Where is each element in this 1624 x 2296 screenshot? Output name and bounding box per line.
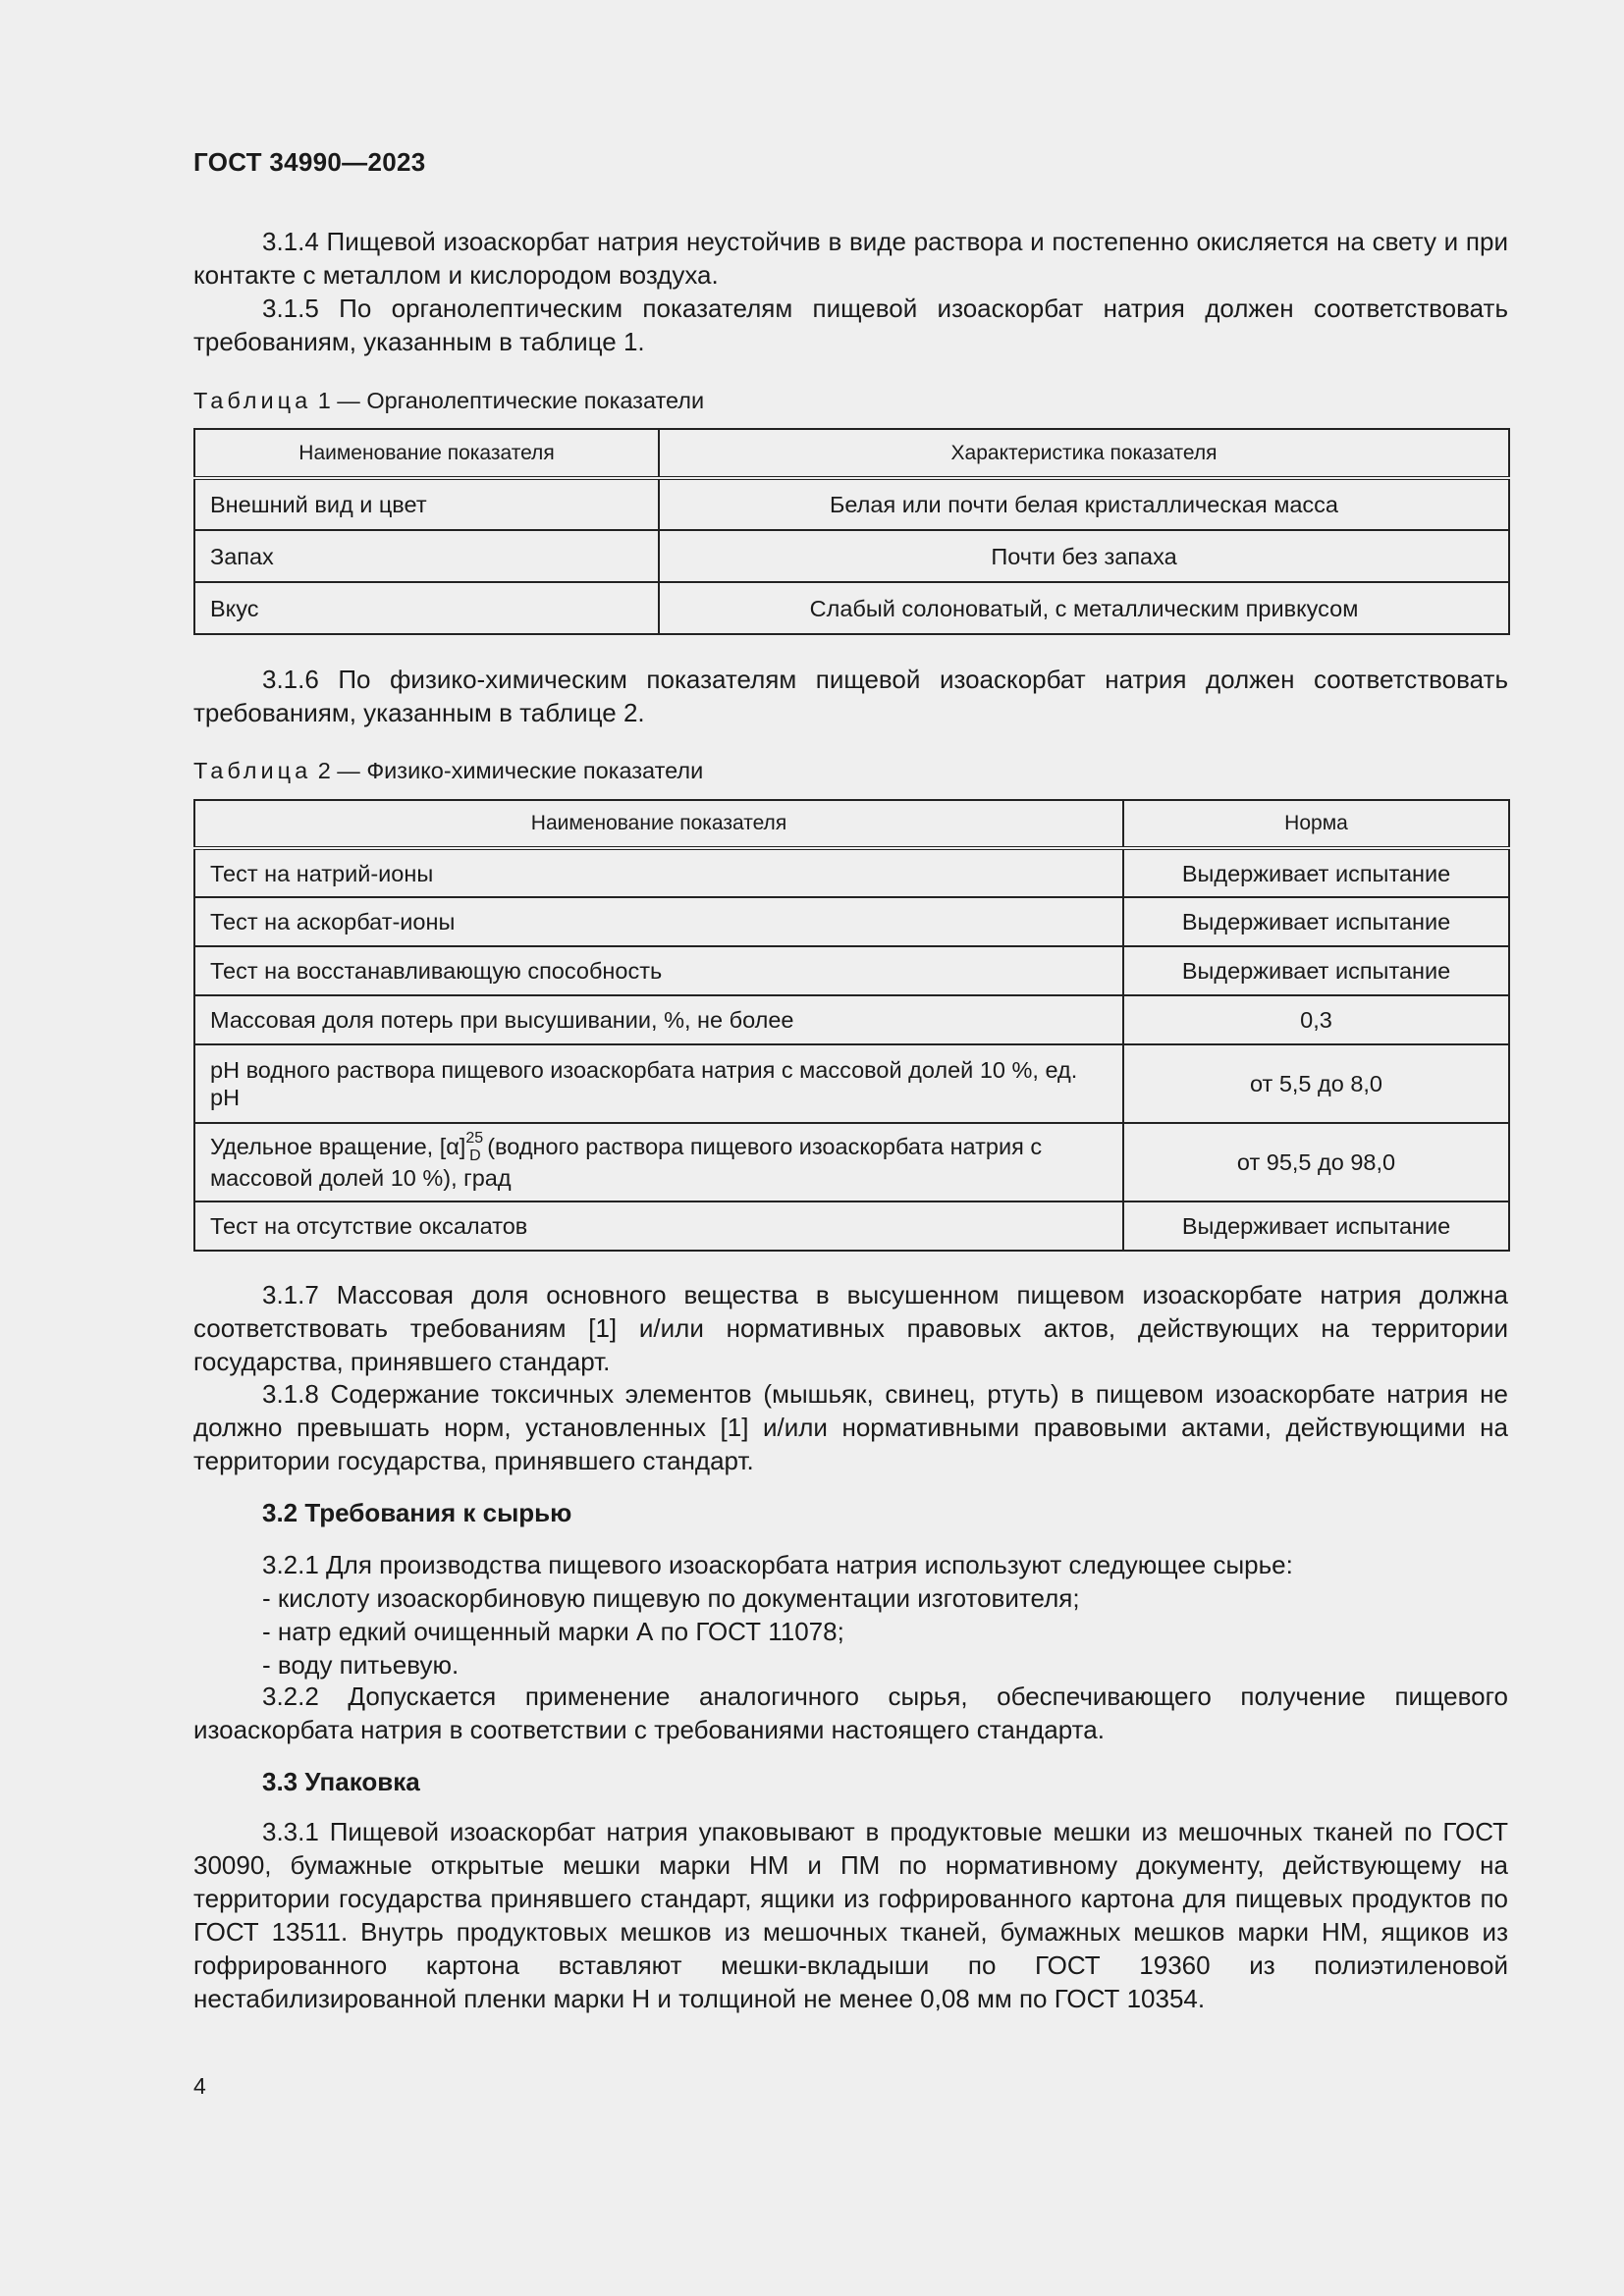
table-row [194,995,1509,1044]
table-2-caption: Таблица 2 — Физико-химические показатели [193,758,704,783]
table-header-cell: Норма [1123,800,1509,848]
list-item: - натр едкий очищенный марки А по ГОСТ 11078; [262,1617,844,1646]
table-row [194,848,1509,897]
table-cell: Выдерживает испытание [1123,848,1509,897]
paragraph-3-2-2: 3.2.2 Допускается применение аналогичного сырья, обеспечивающего получение пищевого изоаскорбата натрия в соответствии с требованиями настоящего стандарта. [193,1682,1508,1744]
table-cell: Тест на отсутствие оксалатов [194,1201,1123,1251]
table-cell: Почти без запаха [659,530,1509,582]
table-cell: Выдерживает испытание [1123,897,1509,946]
paragraph-3-1-5: 3.1.5 По органолептическим показателям пищевой изоаскорбат натрия должен соответствовать требованиям, указанным в таблице 1. [193,294,1508,356]
section-heading-3-2: 3.2 Требования к сырью [262,1498,572,1527]
table-row [194,1201,1509,1251]
table-cell: Выдерживает испытание [1123,946,1509,995]
table-cell: Вкус [194,582,659,634]
table-1-caption: Таблица 1 — Органолептические показатели [193,388,705,413]
paragraph-3-1-8: 3.1.8 Содержание токсичных элементов (мышьяк, свинец, ртуть) в пищевом изоаскорбате натрия не должно превышать норм, установленных [1] и/или нормативными правовыми актами, действующими на территории государства, принявшего стандарт. [193,1379,1508,1475]
table-row [194,897,1509,946]
paragraph-3-3-1: 3.3.1 Пищевой изоаскорбат натрия упаковывают в продуктовые мешки из мешочных тканей по ГОСТ 30090, бумажные открытые мешки марки НМ и ПМ по нормативному документу, действующему на территории государства принявшего стандарт, ящики из гофрированного картона для пищевых продуктов по ГОСТ 13511. Внутрь продуктовых мешков из мешочных тканей, бумажных мешков марки НМ, ящиков из гофрированного картона вставляют мешки-вкладыши по ГОСТ 19360 из полиэтиленовой нестабилизированной пленки марки Н и толщиной не менее 0,08 мм по ГОСТ 10354. [193,1817,1508,2013]
paragraph-3-1-6: 3.1.6 По физико-химическим показателям пищевой изоаскорбат натрия должен соответствовать требованиям, указанным в таблице 2. [193,665,1508,727]
paragraph-3-1-4: 3.1.4 Пищевой изоаскорбат натрия неустойчив в виде раствора и постепенно окисляется на свету и при контакте с металлом и кислородом воздуха. [193,227,1508,290]
table-cell: pH водного раствора пищевого изоаскорбата натрия с массовой долей 10 %, ед. pH [194,1044,1123,1123]
document-header: ГОСТ 34990—2023 [193,147,426,177]
table-1-organoleptic [193,428,1510,635]
table-cell: от 5,5 до 8,0 [1123,1044,1509,1123]
table-row [194,530,1509,582]
table-header-cell: Наименование показателя [194,800,1123,848]
table-row [194,946,1509,995]
table-row [194,478,1509,530]
table-cell-specific-rotation: Удельное вращение, $[\alpha]^{25}_D$ (водного раствора пищевого изоаскорбата натрия с массовой долей 10 %), град [194,1123,1123,1201]
table-header-cell: Наименование показателя [194,429,659,478]
table-row [194,582,1509,634]
page-number: 4 [193,2073,206,2099]
list-item: - кислоту изоаскорбиновую пищевую по документации изготовителя; [262,1583,1080,1613]
table-2-physicochemical [193,799,1510,1252]
table-cell: Тест на восстанавливающую способность [194,946,1123,995]
table-cell: Белая или почти белая кристаллическая масса [659,478,1509,530]
table-header-cell: Характеристика показателя [659,429,1509,478]
table-cell: Тест на аскорбат-ионы [194,897,1123,946]
table-cell: Тест на натрий-ионы [194,848,1123,897]
table-cell: 0,3 [1123,995,1509,1044]
table-cell: Массовая доля потерь при высушивании, %, не более [194,995,1123,1044]
table-row [194,1044,1509,1123]
paragraph-3-1-7: 3.1.7 Массовая доля основного вещества в высушенном пищевом изоаскорбате натрия должна соответствовать требованиям [1] и/или нормативных правовых актов, действующих на территории государства, принявшего стандарт. [193,1280,1508,1376]
table-cell: от 95,5 до 98,0 [1123,1123,1509,1201]
table-cell: Выдерживает испытание [1123,1201,1509,1251]
table-cell: Внешний вид и цвет [194,478,659,530]
table-row [194,1123,1509,1201]
section-heading-3-3: 3.3 Упаковка [262,1767,420,1796]
table-cell: Запах [194,530,659,582]
paragraph-3-2-1: 3.2.1 Для производства пищевого изоаскорбата натрия используют следующее сырье: [262,1550,1293,1579]
list-item: - воду питьевую. [262,1650,460,1680]
table-cell: Слабый солоноватый, с металлическим привкусом [659,582,1509,634]
